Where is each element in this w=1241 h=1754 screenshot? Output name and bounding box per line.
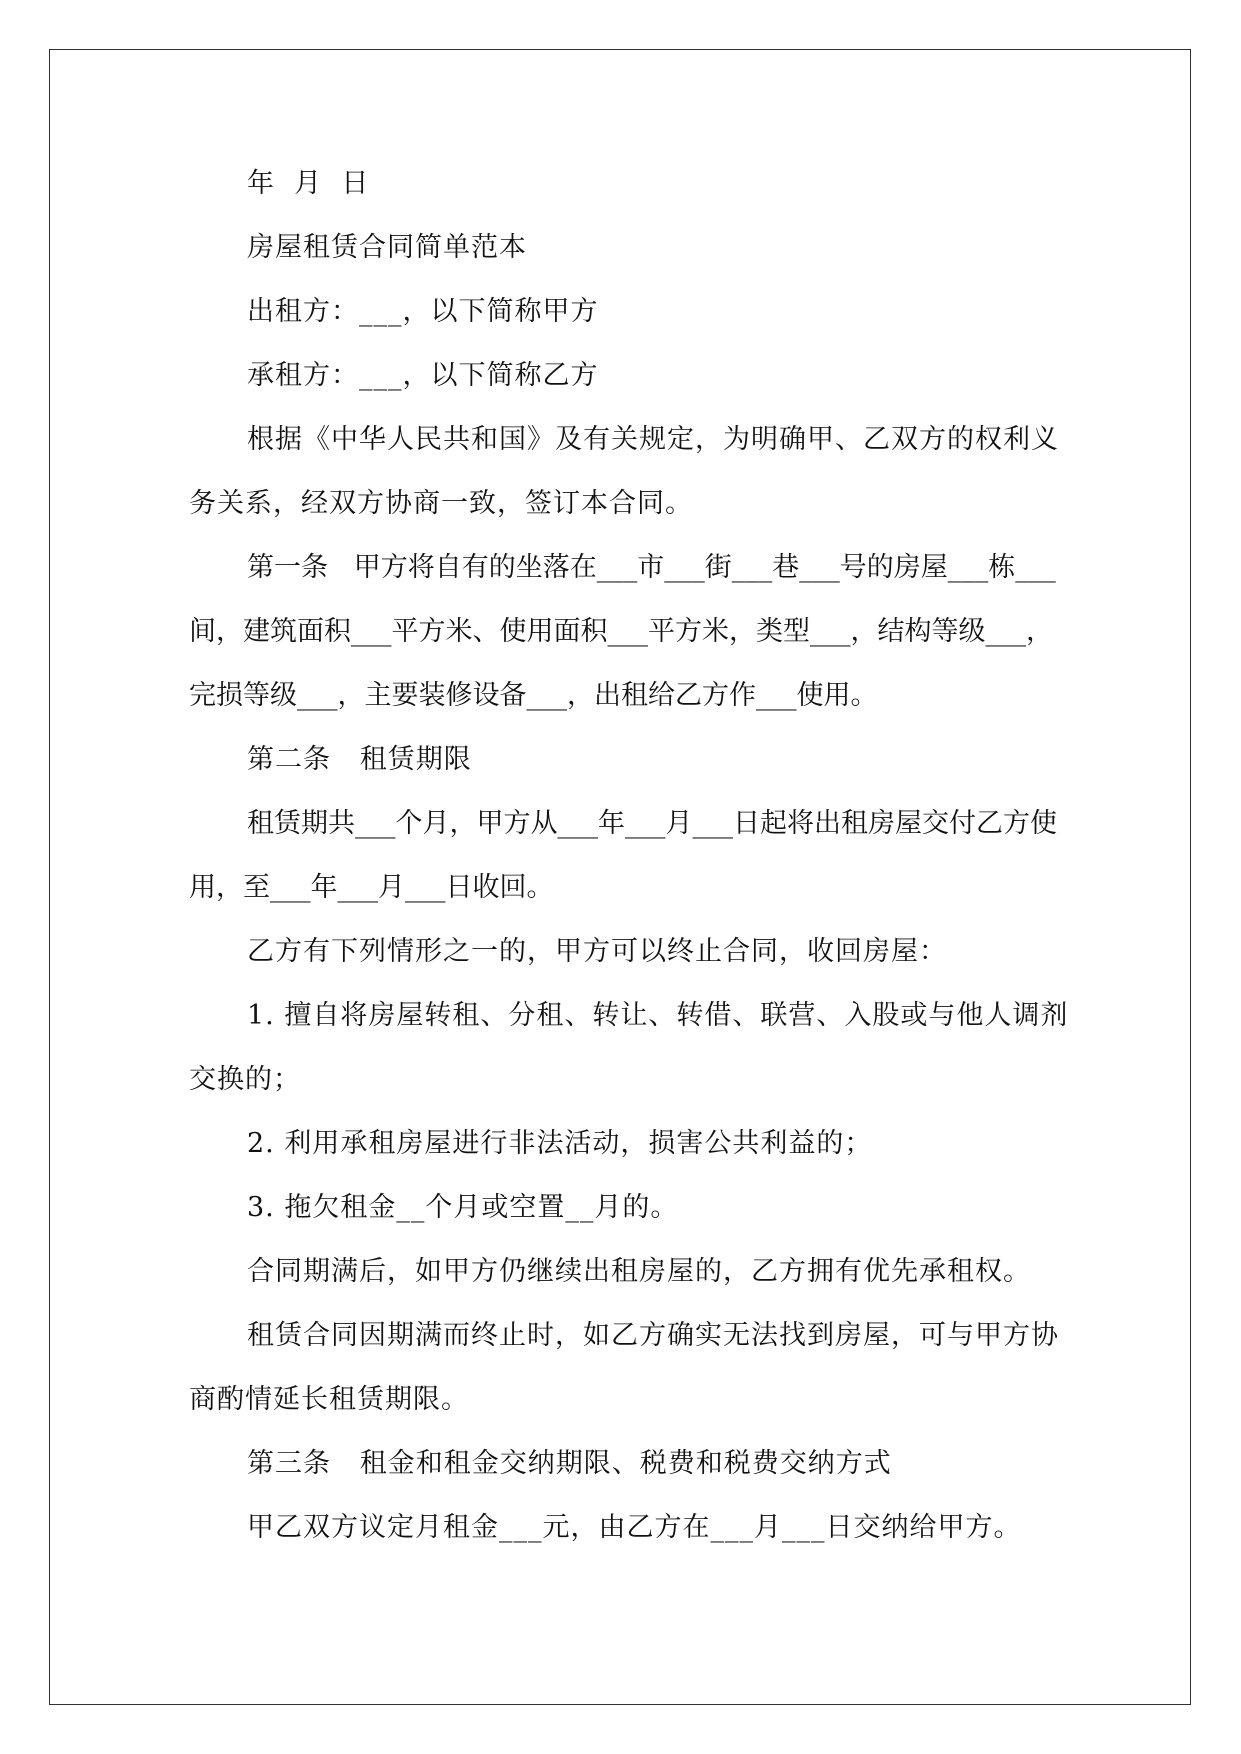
termination-item-2: 2. 利用承租房屋进行非法活动，损害公共利益的； xyxy=(247,1128,873,1159)
termination-item-3: 3. 拖欠租金__个月或空置__月的。 xyxy=(247,1192,679,1223)
article-3-heading: 第三条 租金和租金交纳期限、税费和税费交纳方式 xyxy=(247,1448,892,1479)
termination-item-1: 1. 擅自将房屋转租、分租、转让、转借、联营、入股或与他人调剂交换的； xyxy=(189,1000,1069,1095)
rent-payment-paragraph: 甲乙双方议定月租金___元，由乙方在___月___日交纳给甲方。 xyxy=(247,1512,1022,1543)
date-line: 年 月 日 xyxy=(247,168,370,199)
lessor-line: 出租方：___，以下简称甲方 xyxy=(247,296,599,327)
lessee-line: 承租方：___，以下简称乙方 xyxy=(247,360,599,391)
document-title: 房屋租赁合同简单范本 xyxy=(247,232,527,263)
document-body xyxy=(189,152,1069,1560)
extension-paragraph: 租赁合同因期满而终止时，如乙方确实无法找到房屋，可与甲方协商酌情延长租赁期限。 xyxy=(189,1320,1059,1415)
lease-term-paragraph: 租赁期共___个月，甲方从___年___月___日起将出租房屋交付乙方使用，至___年___月___日收回。 xyxy=(189,808,1057,903)
termination-intro: 乙方有下列情形之一的，甲方可以终止合同，收回房屋： xyxy=(247,936,947,967)
preamble-paragraph: 根据《中华人民共和国》及有关规定，为明确甲、乙双方的权利义务关系，经双方协商一致，签订本合同。 xyxy=(189,424,1059,519)
article-1-paragraph: 第一条 甲方将自有的坐落在___市___街___巷___号的房屋___栋___间，建筑面积___平方米、使用面积___平方米，类型___，结构等级___，完损等级___，主要装修设备___，出租给乙方作___使用。 xyxy=(189,552,1056,711)
article-2-heading: 第二条 租赁期限 xyxy=(247,744,472,775)
renewal-priority-paragraph: 合同期满后，如甲方仍继续出租房屋的，乙方拥有优先承租权。 xyxy=(247,1256,1031,1287)
